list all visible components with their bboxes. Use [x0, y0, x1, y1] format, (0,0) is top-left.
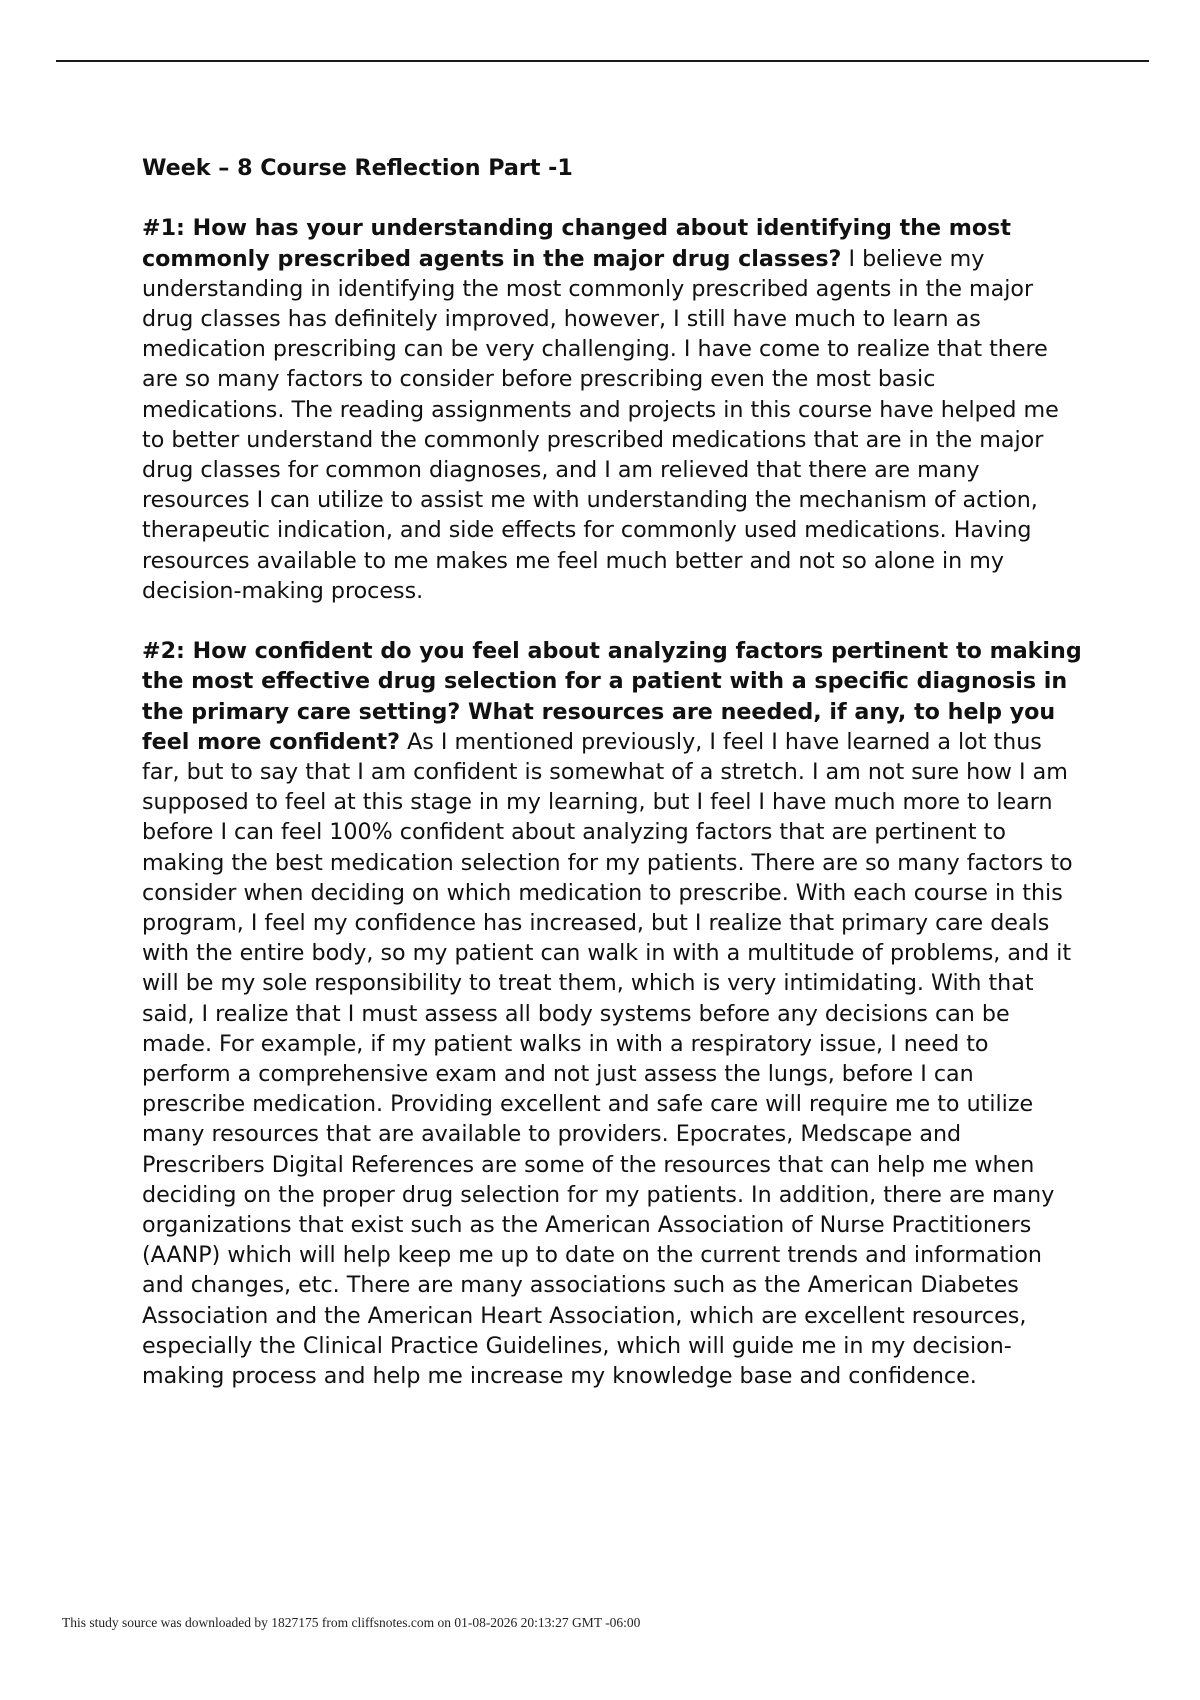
top-rule: [56, 60, 1149, 62]
download-footer: This study source was downloaded by 1827175 from cliffsnotes.com on 01-08-2026 20:13:27 GMT -06:00: [62, 1615, 641, 1630]
answer-1: I believe my understanding in identifying the most commonly prescribed agents in the major drug classes has definitely improved, however, I still have much to learn as medication prescribing can be very challenging. I have come to realize that there are so many factors to consider before prescribing even the most basic medications. The reading assignments and projects in this course have helped me to better understand the commonly prescribed medications that are in the major drug classes for common diagnoses, and I am relieved that there are many resources I can utilize to assist me with understanding the mechanism of action, therapeutic indication, and side effects for commonly used medications. Having resources available to me makes me feel much better and not so alone in my decision-making process.: [142, 245, 1059, 604]
reflection-section-2: [142, 636, 1082, 1391]
reflection-section-1: [142, 213, 1082, 606]
document-body: [142, 153, 1082, 1421]
answer-2: As I mentioned previously, I feel I have learned a lot thus far, but to say that I am confident is somewhat of a stretch. I am not sure how I am supposed to feel at this stage in my learning, but I feel I have much more to learn before I can feel 100% confident about analyzing factors that are pertinent to making the best medication selection for my patients. There are so many factors to consider when deciding on which medication to prescribe. With each course in this program, I feel my confidence has increased, but I realize that primary care deals with the entire body, so my patient can walk in with a multitude of problems, and it will be my sole responsibility to treat them, which is very intimidating. With that said, I realize that I must assess all body systems before any decisions can be made. For example, if my patient walks in with a respiratory issue, I need to perform a comprehensive exam and not just assess the lungs, before I can prescribe medication. Providing excellent and safe care will require me to utilize many resources that are available to providers. Epocrates, Medscape and Prescribers Digital References are some of the resources that can help me when deciding on the proper drug selection for my patients. In addition, there are many organizations that exist such as the American Association of Nurse Practitioners (AANP) which will help keep me up to date on the current trends and information and changes, etc. There are many associations such as the American Diabetes Association and the American Heart Association, which are excellent resources, especially the Clinical Practice Guidelines, which will guide me in my decision-making process and help me increase my knowledge base and confidence.: [142, 728, 1073, 1390]
question-1: #1: How has your understanding changed about identifying the most commonly prescribed agents in the major drug classes?: [142, 215, 1011, 272]
document-title: Week – 8 Course Reflection Part -1: [142, 155, 573, 181]
question-2: #2: How confident do you feel about analyzing factors pertinent to making the most effective drug selection for a patient with a specific diagnosis in the primary care setting? What resources are needed, if any, to help you feel more confident?: [142, 638, 1082, 755]
